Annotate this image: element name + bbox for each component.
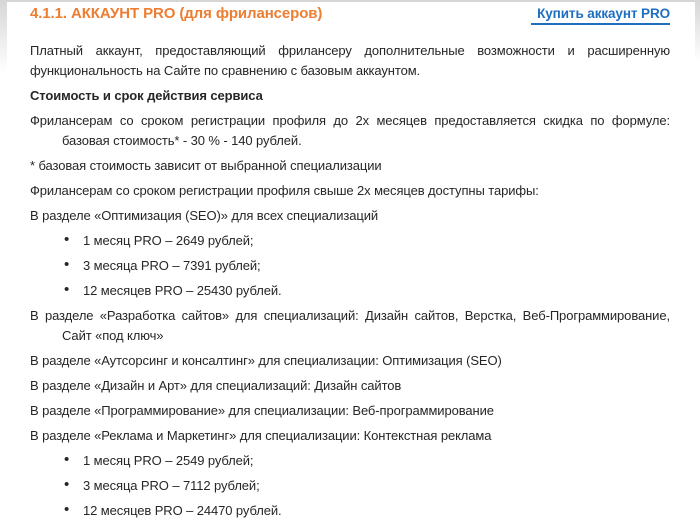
tariff-item: • 3 месяца PRO – 7391 рублей;: [30, 256, 670, 276]
buy-pro-link[interactable]: Купить аккаунт PRO: [531, 5, 670, 25]
tariff-list-seo: [30, 231, 670, 301]
doc-header: [30, 4, 670, 25]
section-label-optimization-seo: В разделе «Оптимизация (SEO)» для всех специализаций: [30, 208, 379, 223]
tariff-item: • 12 месяцев PRO – 25430 рублей.: [30, 281, 670, 301]
tariffs-intro: Фрилансерам со сроком регистрации профиля свыше 2х месяцев доступны тарифы:: [30, 183, 539, 198]
section-label-site-development: В разделе «Разработка сайтов» для специализаций: Дизайн сайтов, Верстка, Веб-Программирование, Сайт «под ключ»: [30, 308, 670, 343]
tariff-item: • 3 месяца PRO – 7112 рублей;: [30, 476, 670, 496]
section-label-programming: В разделе «Программирование» для специализации: Веб-программирование: [30, 403, 494, 418]
discount-formula-paragraph: Фрилансерам со сроком регистрации профиля до 2х месяцев предоставляется скидка по формуле: базовая стоимость* - 30 % - 140 рублей.: [30, 113, 670, 148]
page-title: 4.1.1. АККАУНТ PRO (для фрилансеров): [30, 5, 323, 22]
tariff-item: • 1 месяц PRO – 2649 рублей;: [30, 231, 670, 251]
tariff-list-advertising: [30, 451, 670, 521]
intro-paragraph: Платный аккаунт, предоставляющий фрилансеру дополнительные возможности и расширенную функциональность на Сайте по сравнению с базовым аккаунтом.: [30, 43, 670, 78]
tariff-item: • 1 месяц PRO – 2549 рублей;: [30, 451, 670, 471]
pricing-section-title: Стоимость и срок действия сервиса: [30, 88, 263, 103]
window-edge-left: [0, 0, 7, 72]
section-label-design-art: В разделе «Дизайн и Арт» для специализаций: Дизайн сайтов: [30, 378, 402, 393]
footnote: * базовая стоимость зависит от выбранной специализации: [30, 158, 382, 173]
tariff-item: • 12 месяцев PRO – 24470 рублей.: [30, 501, 670, 521]
section-label-outsourcing-consulting: В разделе «Аутсорсинг и консалтинг» для специализации: Оптимизация (SEO): [30, 353, 502, 368]
window-edge-right: [695, 0, 700, 62]
window-edge-top: [0, 0, 700, 2]
section-label-advertising-marketing: В разделе «Реклама и Маркетинг» для специализации: Контекстная реклама: [30, 428, 492, 443]
